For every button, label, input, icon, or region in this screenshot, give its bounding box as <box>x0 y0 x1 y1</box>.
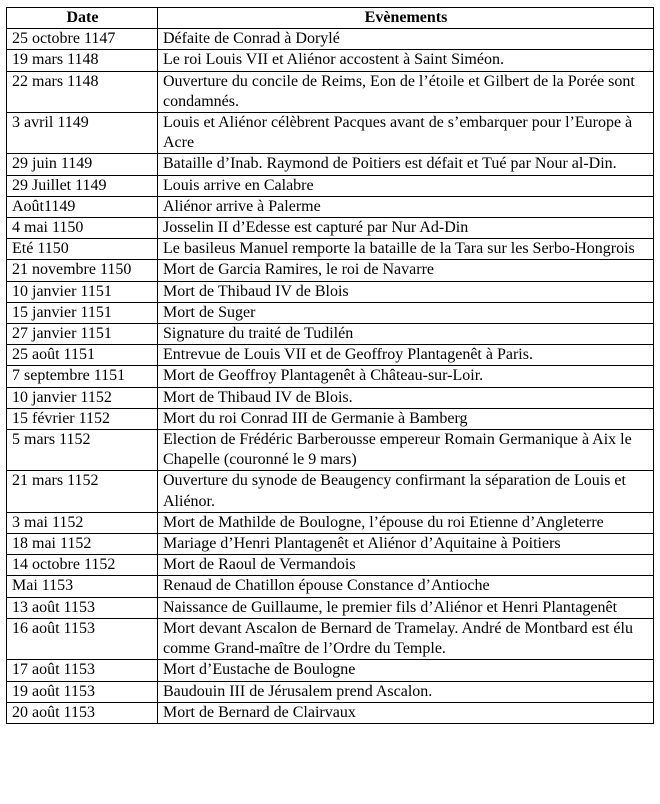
event-cell: Le basileus Manuel remporte la bataille de la Tara sur les Serbo-Hongrois <box>158 239 654 260</box>
event-cell: Election de Frédéric Barberousse empereur Romain Germanique à Aix le Chapelle (couronné le 9 mars) <box>158 430 654 471</box>
date-cell: 17 août 1153 <box>7 660 158 681</box>
date-column-header: Date <box>7 8 158 29</box>
table-row <box>7 681 654 702</box>
date-cell: 15 janvier 1151 <box>7 302 158 323</box>
event-cell: Mort de Thibaud IV de Blois <box>158 281 654 302</box>
date-cell: Eté 1150 <box>7 239 158 260</box>
date-cell: 14 octobre 1152 <box>7 555 158 576</box>
table-row <box>7 597 654 618</box>
date-cell: 19 mars 1148 <box>7 50 158 71</box>
table-row <box>7 660 654 681</box>
table-row <box>7 512 654 533</box>
date-cell: 25 août 1151 <box>7 345 158 366</box>
event-cell: Mort de Garcia Ramires, le roi de Navarre <box>158 260 654 281</box>
event-cell: Ouverture du concile de Reims, Eon de l’étoile et Gilbert de la Porée sont condamnés. <box>158 71 654 112</box>
date-cell: 3 mai 1152 <box>7 512 158 533</box>
event-cell: Mariage d’Henri Plantagenêt et Aliénor d’Aquitaine à Poitiers <box>158 534 654 555</box>
event-cell: Mort de Suger <box>158 302 654 323</box>
table-row <box>7 218 654 239</box>
table-row <box>7 281 654 302</box>
chronology-table <box>6 7 654 724</box>
table-row <box>7 196 654 217</box>
date-cell: 13 août 1153 <box>7 597 158 618</box>
table-row <box>7 702 654 723</box>
event-cell: Mort de Thibaud IV de Blois. <box>158 387 654 408</box>
date-cell: 29 juin 1149 <box>7 154 158 175</box>
date-cell: 29 Juillet 1149 <box>7 175 158 196</box>
table-row <box>7 175 654 196</box>
table-row <box>7 387 654 408</box>
date-cell: 25 octobre 1147 <box>7 29 158 50</box>
table-row <box>7 239 654 260</box>
date-cell: 21 novembre 1150 <box>7 260 158 281</box>
event-cell: Le roi Louis VII et Aliénor accostent à Saint Siméon. <box>158 50 654 71</box>
table-row <box>7 534 654 555</box>
date-cell: 18 mai 1152 <box>7 534 158 555</box>
table-row <box>7 618 654 659</box>
event-cell: Mort de Geoffroy Plantagenêt à Château-sur-Loir. <box>158 366 654 387</box>
event-cell: Renaud de Chatillon épouse Constance d’Antioche <box>158 576 654 597</box>
table-row <box>7 430 654 471</box>
table-row <box>7 471 654 512</box>
date-cell: Août1149 <box>7 196 158 217</box>
date-cell: 3 avril 1149 <box>7 113 158 154</box>
date-cell: 16 août 1153 <box>7 618 158 659</box>
event-cell: Aliénor arrive à Palerme <box>158 196 654 217</box>
event-cell: Mort de Raoul de Vermandois <box>158 555 654 576</box>
date-cell: 27 janvier 1151 <box>7 324 158 345</box>
header-row <box>7 8 654 29</box>
event-cell: Baudouin III de Jérusalem prend Ascalon. <box>158 681 654 702</box>
table-row <box>7 324 654 345</box>
event-cell: Mort devant Ascalon de Bernard de Tramelay. André de Montbard est élu comme Grand-maître de l’Ordre du Temple. <box>158 618 654 659</box>
event-column-header: Evènements <box>158 8 654 29</box>
event-cell: Ouverture du synode de Beaugency confirmant la séparation de Louis et Aliénor. <box>158 471 654 512</box>
date-cell: 21 mars 1152 <box>7 471 158 512</box>
table-row <box>7 408 654 429</box>
table-row <box>7 576 654 597</box>
date-cell: 10 janvier 1152 <box>7 387 158 408</box>
event-cell: Mort d’Eustache de Boulogne <box>158 660 654 681</box>
event-cell: Mort du roi Conrad III de Germanie à Bamberg <box>158 408 654 429</box>
date-cell: 4 mai 1150 <box>7 218 158 239</box>
table-row <box>7 366 654 387</box>
date-cell: 15 février 1152 <box>7 408 158 429</box>
table-row <box>7 50 654 71</box>
event-cell: Naissance de Guillaume, le premier fils d’Aliénor et Henri Plantagenêt <box>158 597 654 618</box>
table-row <box>7 154 654 175</box>
table-row <box>7 71 654 112</box>
date-cell: 10 janvier 1151 <box>7 281 158 302</box>
date-cell: 5 mars 1152 <box>7 430 158 471</box>
event-cell: Louis et Aliénor célèbrent Pacques avant de s’embarquer pour l’Europe à Acre <box>158 113 654 154</box>
event-cell: Entrevue de Louis VII et de Geoffroy Plantagenêt à Paris. <box>158 345 654 366</box>
date-cell: 20 août 1153 <box>7 702 158 723</box>
table-row <box>7 260 654 281</box>
event-cell: Mort de Bernard de Clairvaux <box>158 702 654 723</box>
date-cell: 22 mars 1148 <box>7 71 158 112</box>
event-cell: Signature du traité de Tudilén <box>158 324 654 345</box>
table-row <box>7 555 654 576</box>
event-cell: Défaite de Conrad à Dorylé <box>158 29 654 50</box>
table-row <box>7 29 654 50</box>
event-cell: Mort de Mathilde de Boulogne, l’épouse du roi Etienne d’Angleterre <box>158 512 654 533</box>
table-row <box>7 302 654 323</box>
table-row <box>7 345 654 366</box>
date-cell: 19 août 1153 <box>7 681 158 702</box>
event-cell: Josselin II d’Edesse est capturé par Nur Ad-Din <box>158 218 654 239</box>
event-cell: Louis arrive en Calabre <box>158 175 654 196</box>
event-cell: Bataille d’Inab. Raymond de Poitiers est défait et Tué par Nour al-Din. <box>158 154 654 175</box>
table-row <box>7 113 654 154</box>
date-cell: 7 septembre 1151 <box>7 366 158 387</box>
date-cell: Mai 1153 <box>7 576 158 597</box>
table-body <box>7 29 654 724</box>
